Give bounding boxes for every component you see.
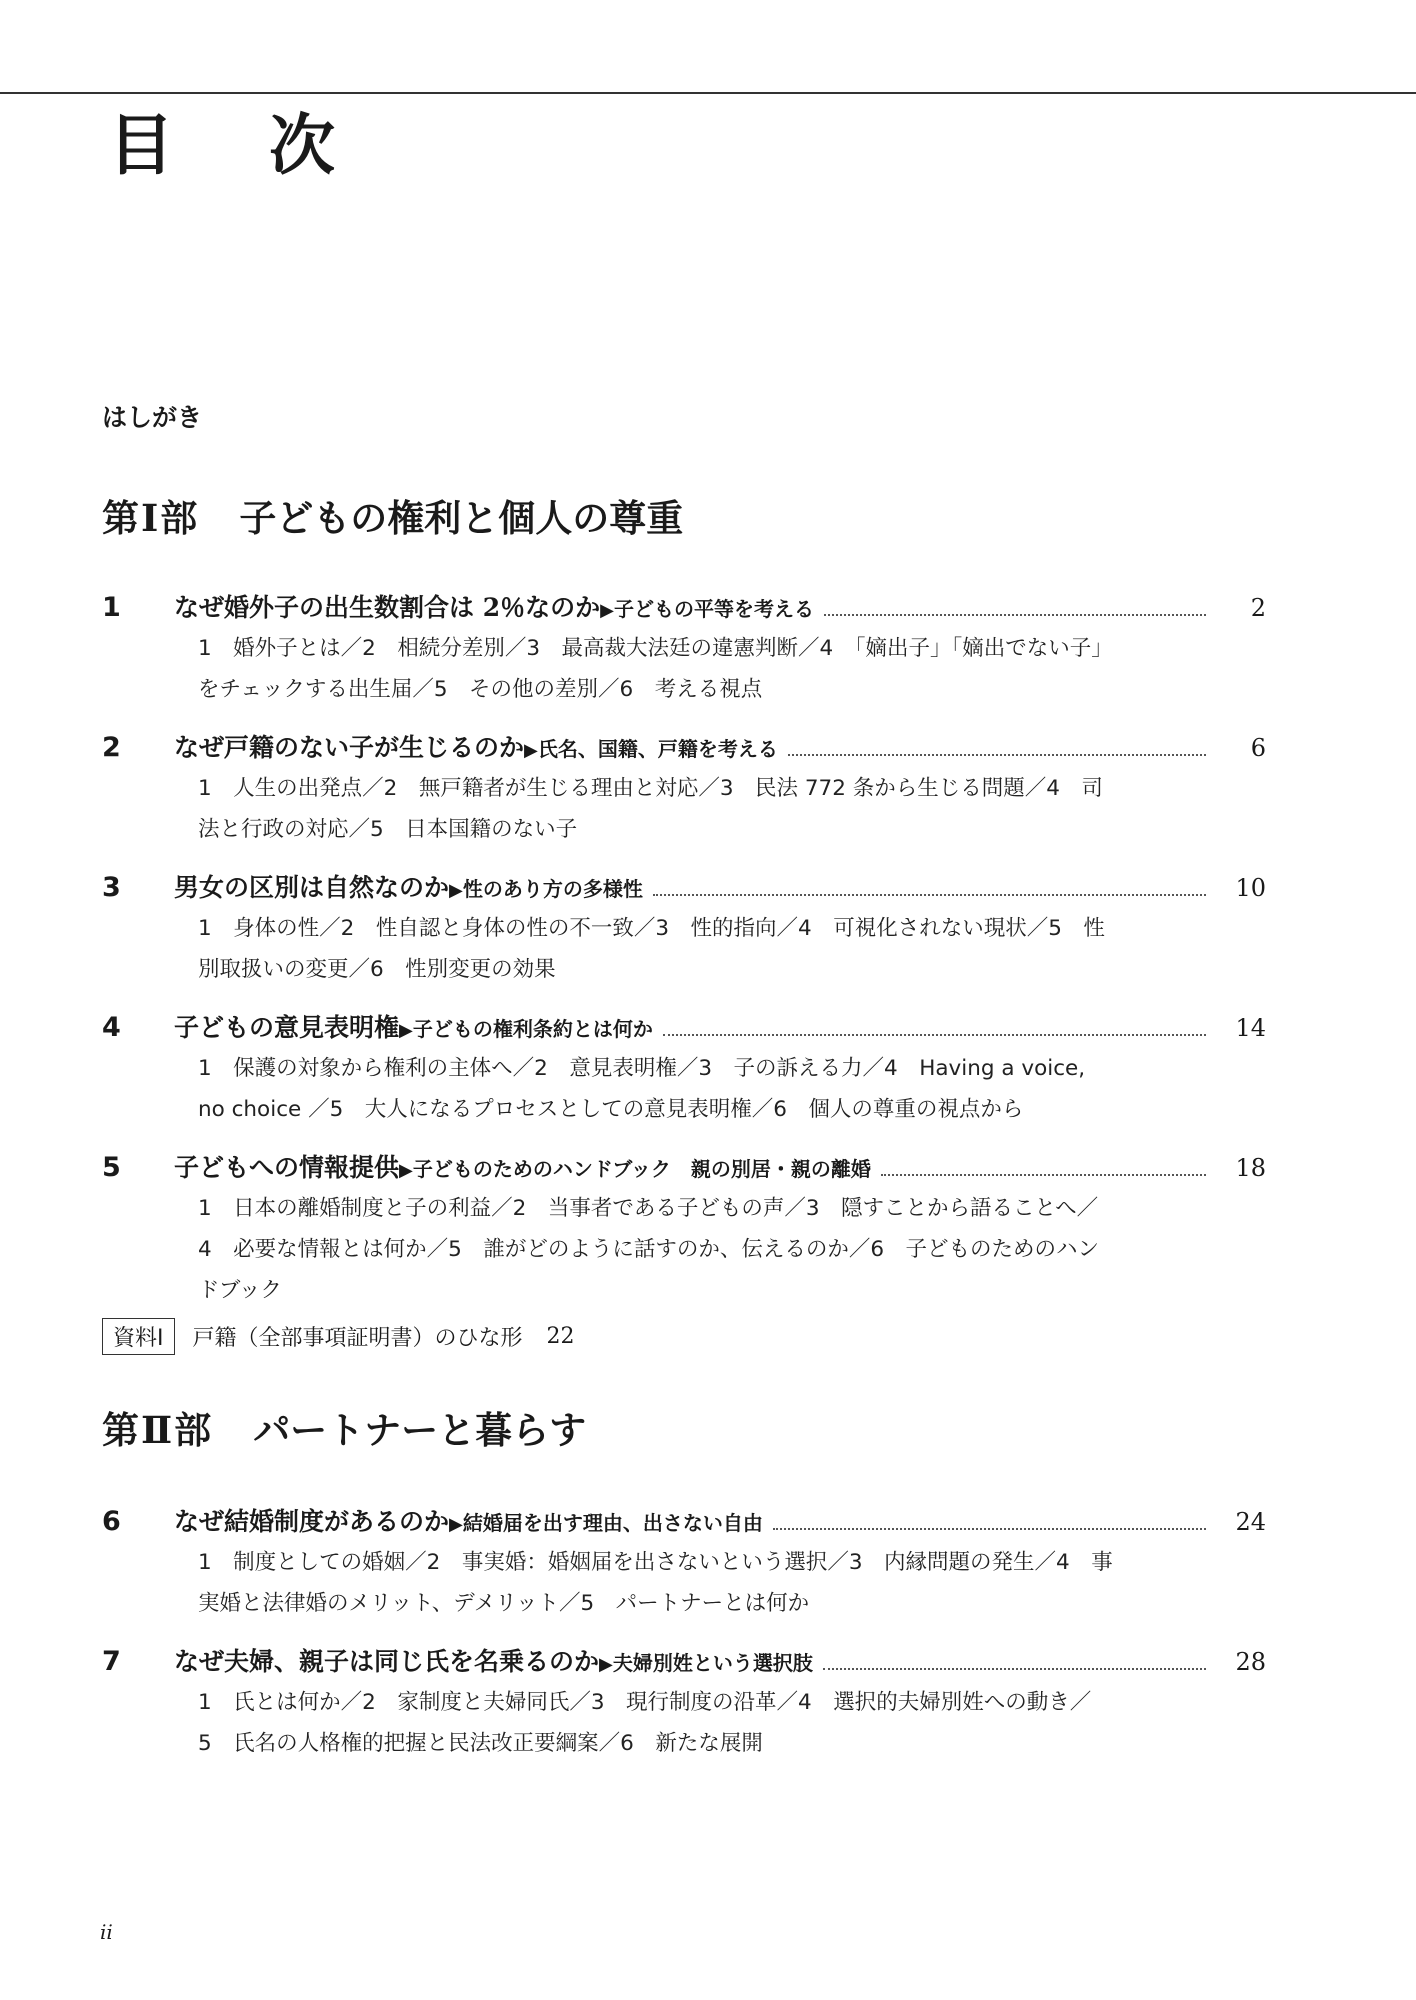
triangle-arrow-icon: ▶ <box>449 880 463 901</box>
chapter-subtitle: 氏名、国籍、戸籍を考える <box>537 737 778 761</box>
chapter-title: なぜ夫婦、親子は同じ氏を名乗るのか <box>174 1647 600 1676</box>
dot-leader <box>824 613 1206 616</box>
section-list <box>198 768 1168 850</box>
part-label: 第Ⅱ部 <box>102 1408 214 1452</box>
chapter-subtitle: 子どものためのハンドブック 親の別居・親の離婚 <box>412 1157 871 1181</box>
chapter-subtitle: 結婚届を出す理由、出さない自由 <box>462 1511 763 1535</box>
triangle-arrow-icon: ▶ <box>599 1654 613 1675</box>
chapter-title: 子どもの意見表明権 <box>174 1013 400 1042</box>
chapter-title: なぜ戸籍のない子が生じるのか <box>174 733 525 762</box>
chapter-number: 4 <box>102 1012 121 1043</box>
chapter-subtitle: 子どもの平等を考える <box>613 597 814 621</box>
chapter-5[interactable] <box>102 1148 1266 1311</box>
chapter-title: なぜ結婚制度があるのか <box>174 1507 450 1536</box>
section-line: 実婚と法律婚のメリット、デメリット／5 パートナーとは何か <box>198 1591 810 1616</box>
section-line: 法と行政の対応／5 日本国籍のない子 <box>198 817 578 842</box>
triangle-arrow-icon: ▶ <box>399 1160 413 1181</box>
section-line: ドブック <box>198 1278 282 1303</box>
chapter-page: 14 <box>1235 1014 1266 1042</box>
part-title: パートナーと暮らす <box>253 1408 587 1452</box>
chapter-subtitle: 性のあり方の多様性 <box>462 877 643 901</box>
section-line: 5 氏名の人格権的把握と民法改正要綱案／6 新たな展開 <box>198 1731 763 1756</box>
chapter-number: 6 <box>102 1506 121 1537</box>
chapter-page: 2 <box>1250 594 1266 622</box>
chapter-title: 子どもへの情報提供 <box>174 1153 400 1182</box>
chapter-page: 28 <box>1235 1648 1266 1676</box>
material-label: 資料Ⅰ <box>102 1318 175 1355</box>
dot-leader <box>653 893 1206 896</box>
section-list <box>198 1188 1168 1311</box>
section-line: 1 人生の出発点／2 無戸籍者が生じる理由と対応／3 民法 772 条から生じる問題／4 司 <box>198 776 1103 801</box>
chapter-1[interactable] <box>102 588 1266 710</box>
section-line: 1 身体の性／2 性自認と身体の性の不一致／3 性的指向／4 可視化されない現状／5 性 <box>198 916 1105 941</box>
section-line: 4 必要な情報とは何か／5 誰がどのように話すのか、伝えるのか／6 子どものためのハン <box>198 1237 1100 1262</box>
dot-leader <box>881 1173 1206 1176</box>
page-folio: ii <box>100 1920 113 1944</box>
section-list <box>198 1048 1168 1130</box>
triangle-arrow-icon: ▶ <box>399 1020 413 1041</box>
chapter-page: 10 <box>1235 874 1266 902</box>
section-line: 別取扱いの変更／6 性別変更の効果 <box>198 957 556 982</box>
chapter-3[interactable] <box>102 868 1266 990</box>
chapter-7[interactable] <box>102 1642 1266 1764</box>
chapter-subtitle: 子どもの権利条約とは何か <box>412 1017 653 1041</box>
material-page: 22 <box>546 1324 575 1349</box>
triangle-arrow-icon: ▶ <box>600 600 614 621</box>
section-line: no choice ／5 大人になるプロセスとしての意見表明権／6 個人の尊重の視点から <box>198 1097 1024 1122</box>
section-line: 1 氏とは何か／2 家制度と夫婦同氏／3 現行制度の沿革／4 選択的夫婦別姓への動き／ <box>198 1690 1092 1715</box>
dot-leader <box>788 753 1206 756</box>
chapter-page: 24 <box>1235 1508 1266 1536</box>
chapter-number: 3 <box>102 872 121 903</box>
part-title: 子どもの権利と個人の尊重 <box>239 496 684 540</box>
part-2-heading[interactable] <box>102 1400 586 1454</box>
section-line: 1 婚外子とは／2 相続分差別／3 最高裁大法廷の違憲判断／4 「嫡出子」「嫡出でない子」 <box>198 636 1113 661</box>
section-list <box>198 908 1168 990</box>
section-line: 1 制度としての婚姻／2 事実婚：婚姻届を出さないという選択／3 内縁問題の発生／4 事 <box>198 1550 1113 1575</box>
triangle-arrow-icon: ▶ <box>524 740 538 761</box>
section-line: 1 保護の対象から権利の主体へ／2 意見表明権／3 子の訴える力／4 Having a voice, <box>198 1056 1086 1081</box>
part-label: 第Ⅰ部 <box>102 496 200 540</box>
dot-leader <box>663 1033 1206 1036</box>
material-entry[interactable] <box>102 1318 575 1355</box>
dot-leader <box>823 1667 1206 1670</box>
section-line: 1 日本の離婚制度と子の利益／2 当事者である子どもの声／3 隠すことから語ることへ／ <box>198 1196 1099 1221</box>
top-rule <box>0 92 1416 94</box>
section-list <box>198 1542 1168 1624</box>
material-title: 戸籍（全部事項証明書）のひな形 <box>192 1326 523 1351</box>
part-1-heading[interactable] <box>102 488 683 542</box>
chapter-number: 2 <box>102 732 121 763</box>
chapter-number: 7 <box>102 1646 121 1677</box>
chapter-6[interactable] <box>102 1502 1266 1624</box>
page-title: 目 次 <box>108 106 371 184</box>
section-line: をチェックする出生届／5 その他の差別／6 考える視点 <box>198 677 763 702</box>
chapter-number: 1 <box>102 592 121 623</box>
preface-entry[interactable]: はしがき <box>102 403 203 432</box>
section-list <box>198 628 1168 710</box>
chapter-subtitle: 夫婦別姓という選択肢 <box>612 1651 813 1675</box>
chapter-2[interactable] <box>102 728 1266 850</box>
chapter-4[interactable] <box>102 1008 1266 1130</box>
section-list <box>198 1682 1168 1764</box>
triangle-arrow-icon: ▶ <box>449 1514 463 1535</box>
chapter-page: 18 <box>1235 1154 1266 1182</box>
chapter-title: 男女の区別は自然なのか <box>174 873 450 902</box>
chapter-title: なぜ婚外子の出生数割合は 2％なのか <box>174 593 601 622</box>
chapter-number: 5 <box>102 1152 121 1183</box>
chapter-page: 6 <box>1250 734 1266 762</box>
dot-leader <box>773 1527 1206 1530</box>
